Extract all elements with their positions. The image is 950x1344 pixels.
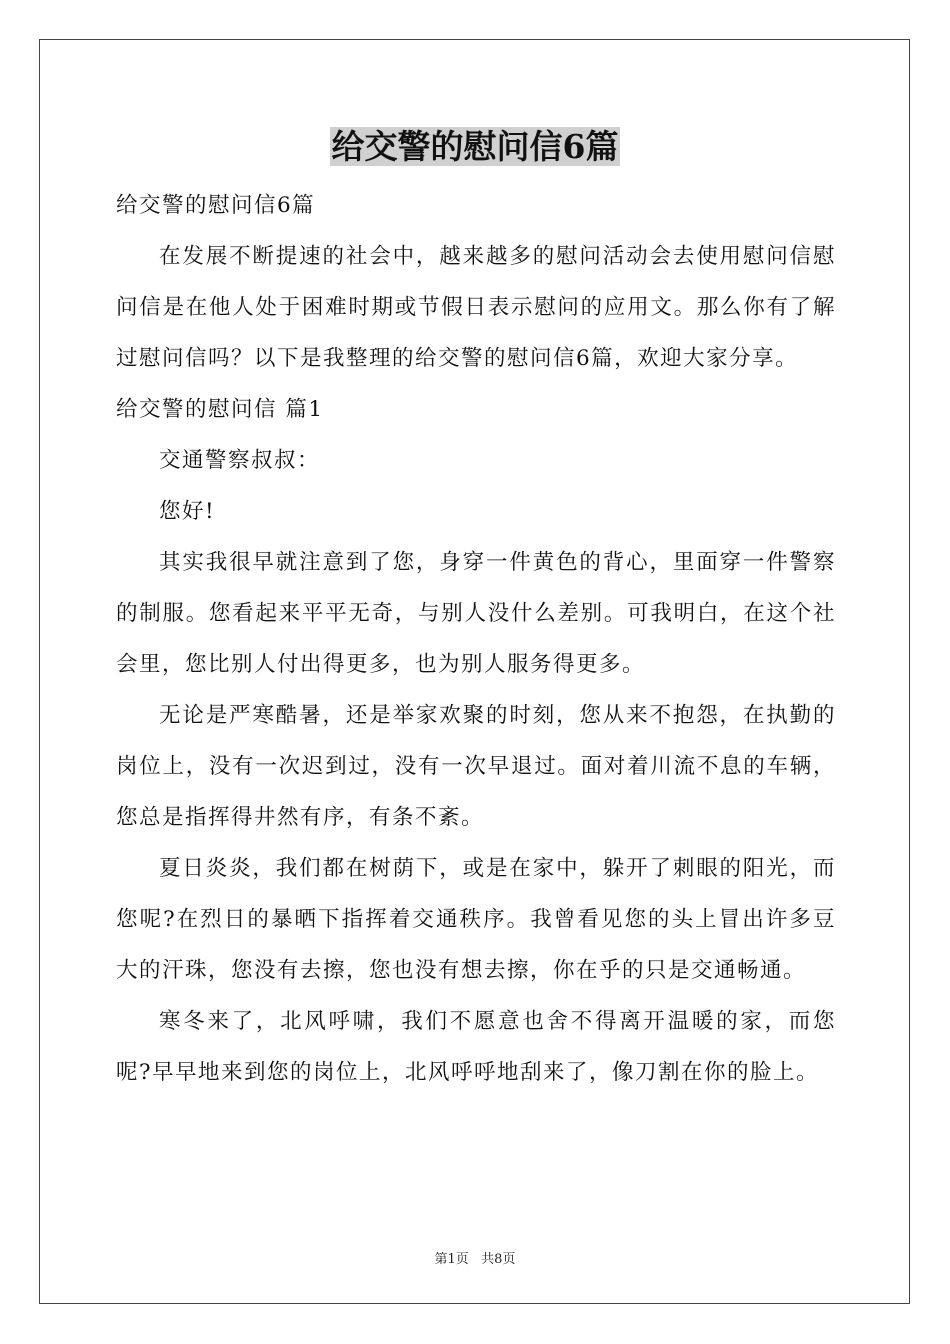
letter-paragraph: 无论是严寒酷暑，还是举家欢聚的时刻，您从来不抱怨，在执勤的岗位上，没有一次迟到过，没有一次早退过。面对着川流不息的车辆，您总是指挥得井然有序，有条不紊。 [116, 703, 836, 830]
letter-greeting: 您好! [159, 499, 216, 524]
letter-paragraph: 寒冬来了，北风呼啸，我们不愿意也舍不得离开温暖的家，而您呢?早早地来到您的岗位上，北风呼呼地刮来了，像刀割在你的脸上。 [116, 1009, 836, 1085]
document-body [116, 180, 836, 1098]
intro-paragraph: 在发展不断提速的社会中，越来越多的慰问活动会去使用慰问信慰问信是在他人处于困难时期或节假日表示慰问的应用文。那么你有了解过慰问信吗？以下是我整理的给交警的慰问信6篇，欢迎大家分享。 [116, 244, 836, 371]
subtitle: 给交警的慰问信6篇 [116, 193, 316, 218]
document-title-text: 给交警的慰问信6篇 [331, 127, 619, 166]
letter-salutation: 交通警察叔叔： [159, 448, 321, 473]
section-heading: 给交警的慰问信 篇1 [116, 397, 324, 422]
letter-paragraph: 其实我很早就注意到了您，身穿一件黄色的背心，里面穿一件警察的制服。您看起来平平无奇，与别人没什么差别。可我明白，在这个社会里，您比别人付出得更多，也为别人服务得更多。 [116, 550, 836, 677]
letter-paragraph: 夏日炎炎，我们都在树荫下，或是在家中，躲开了刺眼的阳光，而您呢?在烈日的暴晒下指挥着交通秩序。我曾看见您的头上冒出许多豆大的汗珠，您没有去擦，您也没有想去擦，你在乎的只是交通畅通。 [116, 856, 836, 983]
document-title [0, 125, 950, 169]
page-footer: 第1页 共8页 [434, 1252, 516, 1267]
